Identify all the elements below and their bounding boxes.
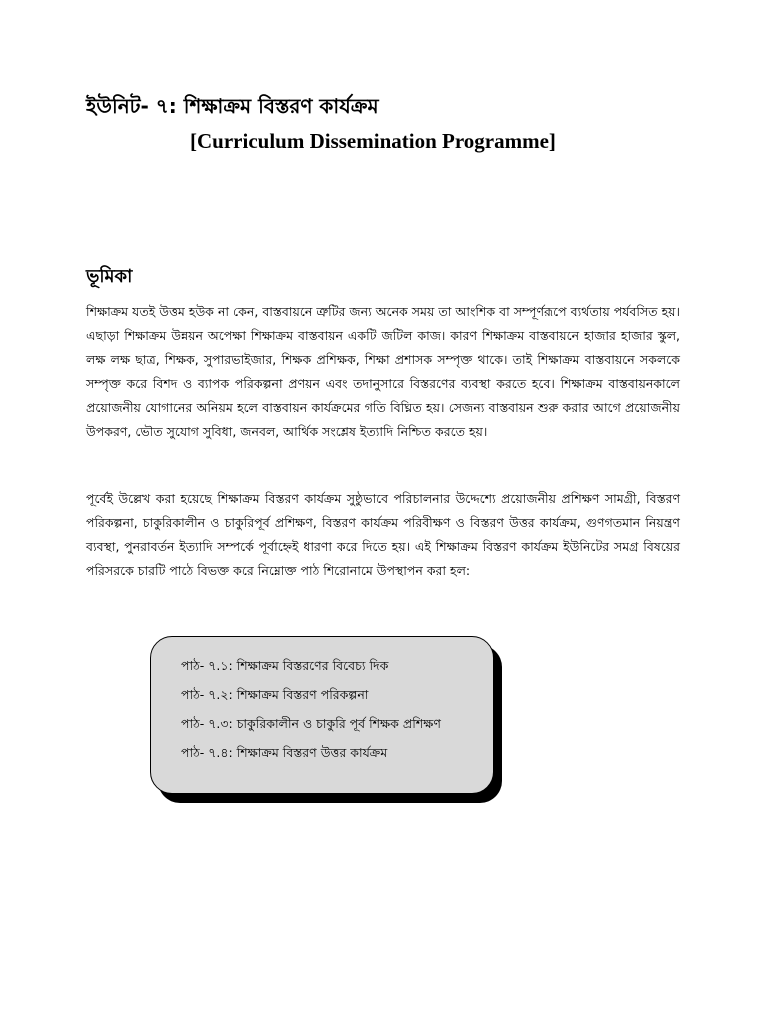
unit-title: ইউনিট- ৭: শিক্ষাক্রম বিস্তরণ কার্যক্রম xyxy=(86,94,379,118)
lesson-item-7-2: পাঠ- ৭.২: শিক্ষাক্রম বিস্তরণ পরিকল্পনা xyxy=(181,687,369,702)
unit-subtitle: [Curriculum Dissemination Programme] xyxy=(190,129,556,153)
lesson-list-box xyxy=(150,636,494,794)
lesson-item-7-1: পাঠ- ৭.১: শিক্ষাক্রম বিস্তরণের বিবেচ্য দিক xyxy=(181,658,389,673)
lesson-list xyxy=(181,651,493,767)
introduction-heading: ভূমিকা xyxy=(86,266,133,287)
introduction-paragraph-1: শিক্ষাক্রম যতই উত্তম হউক না কেন, বাস্তবায়নে ত্রুটির জন্য অনেক সময় তা আংশিক বা সম্পূর্ণরূপে ব্যর্থতায় পর্যবসিত হয়। এছাড়া শিক্ষাক্রম উন্নয়ন অপেক্ষা শিক্ষাক্রম বাস্তবায়ন একটি জটিল কাজ। কারণ শিক্ষাক্রম বাস্তবায়নে হাজার হাজার স্কুল, লক্ষ লক্ষ ছাত্র, শিক্ষক, সুপারভাইজার, শিক্ষক প্রশিক্ষক, শিক্ষা প্রশাসক সম্পৃক্ত থাকে। তাই শিক্ষাক্রম বাস্তবায়নে সকলকে সম্পৃক্ত করে বিশদ ও ব্যাপক পরিকল্পনা প্রণয়ন এবং তদানুসারে বিস্তরণের ব্যবস্থা করতে হবে। শিক্ষাক্রম বাস্তবায়নকালে প্রয়োজনীয় যোগানের অনিয়ম হলে বাস্তবায়ন কার্যক্রমের গতি বিঘ্নিত হয়। সেজন্য বাস্তবায়ন শুরু করার আগে প্রয়োজনীয় উপকরণ, ভৌত সুযোগ সুবিধা, জনবল, আর্থিক সংশ্লেষ ইত্যাদি নিশ্চিত করতে হয়। xyxy=(86,304,680,439)
lesson-item-7-4: পাঠ- ৭.৪: শিক্ষাক্রম বিস্তরণ উত্তর কার্যক্রম xyxy=(181,745,388,760)
lesson-item-7-3: পাঠ- ৭.৩: চাকুরিকালীন ও চাকুরি পূর্ব শিক্ষক প্রশিক্ষণ xyxy=(181,716,441,731)
introduction-paragraph-2: পূর্বেই উল্লেখ করা হয়েছে শিক্ষাক্রম বিস্তরণ কার্যক্রম সুষ্ঠুভাবে পরিচালনার উদ্দেশ্যে প্রয়োজনীয় প্রশিক্ষণ সামগ্রী, বিস্তরণ পরিকল্পনা, চাকুরিকালীন ও চাকুরিপূর্ব প্রশিক্ষণ, বিস্তরণ কার্যক্রম পরিবীক্ষণ ও বিস্তরণ উত্তর কার্যক্রম, গুণগতমান নিয়ন্ত্রণ ব্যবস্থা, পুনরাবর্তন ইত্যাদি সম্পর্কে পূর্বাহ্নেই ধারণা করে দিতে হয়। এই শিক্ষাক্রম বিস্তরণ কার্যক্রম ইউনিটের সমগ্র বিষয়ের পরিসরকে চারটি পাঠে বিভক্ত করে নিম্নোক্ত পাঠ শিরোনামে উপস্থাপন করা হল: xyxy=(86,491,680,578)
